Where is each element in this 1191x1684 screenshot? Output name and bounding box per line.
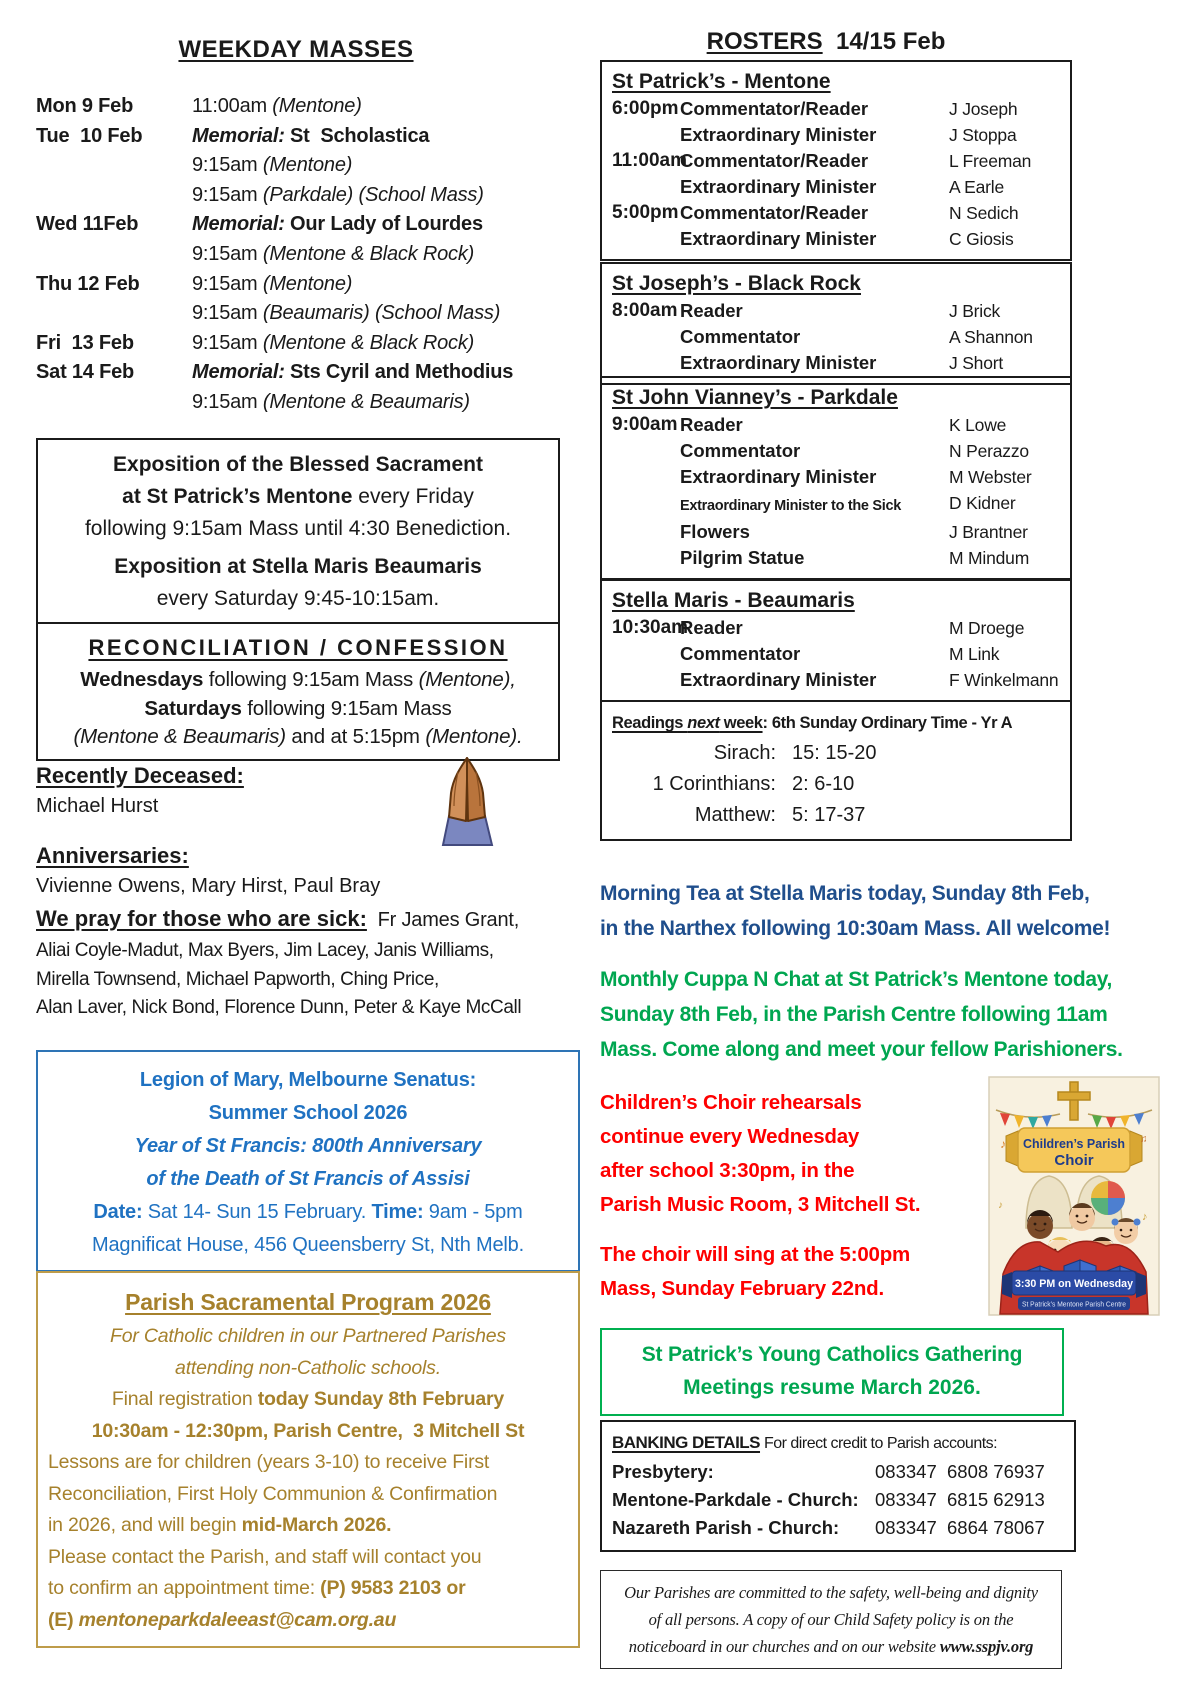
roster-row: Extraordinary Minister J Stoppa [680, 124, 1017, 145]
childrens-choir-notice [600, 1086, 1052, 1306]
praying-hands-icon [434, 754, 500, 850]
svg-text:♪: ♪ [1000, 1137, 1006, 1151]
roster-row: 11:00am Commentator/Reader L Freeman [612, 150, 1032, 171]
exposition-section: Exposition of the Blessed Sacrament at St Patrick’s Mentone every Friday following 9:15am Mass until 4:30 Benediction. Exposition at Stella Maris Beaumaris every Saturday 9:45-10:15am. [38, 440, 558, 624]
choir-banner-title: Children’s Parish [1023, 1136, 1126, 1151]
roster-row: Extraordinary Minister to the Sick D Kidner [680, 493, 1016, 514]
mass-row: Mon 9 Feb 11:00am (Mentone) [36, 95, 362, 117]
mass-row: 9:15am (Mentone & Black Rock) [192, 242, 475, 265]
mass-row: Thu 12 Feb 9:15am (Mentone) [36, 272, 353, 295]
reconciliation-section: RECONCILIATION / CONFESSION Wednesdays following 9:15am Mass (Mentone), Saturdays following 9:15am Mass (Mentone & Beaumaris) and at 5:15pm (Mentone). [73, 635, 523, 748]
roster-row: Commentator M Link [680, 643, 1000, 664]
reading-row: 1 Corinthians: 2: 6-10 [652, 773, 855, 795]
roster-row: 9:00am Reader K Lowe [612, 414, 1007, 435]
roster-box-st-josephs: St Joseph’s - Black Rock 8:00am Reader J Brick Commentator A Shannon Extraordinary Minister J Short [600, 262, 1072, 385]
roster-row: 8:00am Reader J Brick [612, 300, 1001, 321]
recently-deceased: Recently Deceased: Michael Hurst [36, 763, 244, 817]
mass-row: Sat 14 Feb Memorial: Sts Cyril and Methodius [36, 361, 514, 384]
sick-list: We pray for those who are sick: Fr James Grant, Aliai Coyle-Madut, Max Byers, Jim Lacey, Janis Williams, Mirella Townsend, Michael Papworth, Ching Price, Alan Laver, Nick Bond, Florence Dunn, Peter & Kaye McCall [36, 906, 522, 1018]
mass-row: Fri 13 Feb 9:15am (Mentone & Black Rock) [36, 331, 475, 354]
children-choir-image [988, 1076, 1160, 1316]
roster-box-st-patricks: St Patrick’s - Mentone 6:00pm Commentator/Reader J Joseph Extraordinary Minister J Stoppa 11:00am Commentator/Reader L Freeman Extraordinary Minister A Earle 5:00pm Commentator/Reader N Sedich Extraordinary Minister C Giosis [600, 60, 1072, 261]
svg-text:♫: ♫ [1140, 1134, 1148, 1145]
bank-row: Mentone-Parkdale - Church: 083347 6815 62913 [612, 1489, 1045, 1510]
cuppa-n-chat-notice: Monthly Cuppa N Chat at St Patrick’s Mentone today, Sunday 8th Feb, in the Parish Centre following 11am Mass. Come along and meet your fellow Parishioners. [600, 968, 1123, 1061]
roster-row: 5:00pm Commentator/Reader N Sedich [612, 202, 1019, 223]
mass-row: Wed 11Feb Memorial: Our Lady of Lourdes [36, 213, 483, 236]
roster-row: Extraordinary Minister A Earle [680, 176, 1005, 197]
choir-ribbon-venue: St Patrick’s Mentone Parish Centre [1022, 1301, 1127, 1309]
choir-sing-text: The choir will sing at the 5:00pm Mass, Sunday February 22nd. [600, 1243, 911, 1300]
exposition-reconciliation-box [36, 438, 560, 761]
parish-website: www.sspjv.org [939, 1637, 1034, 1656]
choir-ribbon-time: 3:30 PM on Wednesday [1015, 1278, 1134, 1290]
mass-row: Tue 10 Feb Memorial: St Scholastica [36, 124, 430, 147]
legion-of-mary-box: Legion of Mary, Melbourne Senatus: Summer School 2026 Year of St Francis: 800th Anniversary of the Death of St Francis of Assisi Date: Sat 14- Sun 15 February. Time: 9am - 5pm Magnificat House, 456 Queensberry St, Nth Melb. [36, 1050, 580, 1272]
mass-row: 9:15am (Beaumaris) (School Mass) [192, 302, 501, 325]
roster-row: Extraordinary Minister M Webster [680, 466, 1032, 487]
bank-row: Nazareth Parish - Church: 083347 6864 78067 [612, 1517, 1045, 1538]
svg-text:Choir: Choir [1054, 1152, 1094, 1169]
roster-row: Pilgrim Statue M Mindum [680, 547, 1030, 568]
roster-row: 6:00pm Commentator/Reader J Joseph [612, 98, 1018, 119]
roster-row: Commentator A Shannon [680, 326, 1033, 347]
morning-tea-notice: Morning Tea at Stella Maris today, Sunday 8th Feb, in the Narthex following 10:30am Mass. All welcome! [600, 882, 1111, 940]
weekday-masses-title: WEEKDAY MASSES [178, 36, 414, 63]
anniversaries: Anniversaries: Vivienne Owens, Mary Hirst, Paul Bray [36, 843, 381, 897]
mass-row: 9:15am (Parkdale) (School Mass) [192, 183, 484, 206]
roster-row: Extraordinary Minister C Giosis [680, 228, 1014, 249]
reading-row: Sirach: 15: 15-20 [713, 742, 877, 764]
child-safety-notice: Our Parishes are committed to the safety, well-being and dignity of all persons. A copy of our Child Safety policy is on the noticeboard in our churches and on our website www.sspjv.org [600, 1570, 1062, 1669]
roster-box-stella-maris: Stella Maris - Beaumaris 10:30am Reader M Droege Commentator M Link Extraordinary Minister F Winkelmann [600, 579, 1072, 702]
roster-row: Flowers J Brantner [680, 521, 1028, 542]
reading-row: Matthew: 5: 17-37 [694, 804, 866, 826]
mass-row: 9:15am (Mentone) [192, 154, 353, 177]
svg-text:♪: ♪ [1142, 1211, 1148, 1223]
banking-details-box: BANKING DETAILS For direct credit to Parish accounts: Presbytery: 083347 6808 76937 Mentone-Parkdale - Church: 083347 6815 62913 Nazareth Parish - Church: 083347 6864 78067 [600, 1420, 1076, 1552]
mass-schedule [36, 92, 556, 418]
parish-email: (E) mentoneparkdaleeast@cam.org.au [48, 1608, 397, 1631]
roster-row: 10:30am Reader M Droege [612, 617, 1025, 638]
roster-row: Extraordinary Minister F Winkelmann [680, 669, 1059, 690]
young-catholics-box: St Patrick’s Young Catholics Gathering Meetings resume March 2026. [600, 1328, 1064, 1416]
choir-rehearsal-text: Children’s Choir rehearsals continue every Wednesday after school 3:30pm, in the Parish Music Room, 3 Mitchell St. [600, 1091, 921, 1216]
roster-box-st-john-vianneys: St John Vianney’s - Parkdale 9:00am Reader K Lowe Commentator N Perazzo Extraordinary Minister M Webster Extraordinary Minister to the Sick D Kidner Flowers J Brantner Pilgrim Statue M Mindum [600, 376, 1072, 580]
mass-row: 9:15am (Mentone & Beaumaris) [192, 390, 470, 413]
roster-row: Commentator N Perazzo [680, 440, 1029, 461]
readings-box: Readings next week: 6th Sunday Ordinary Time - Yr A Sirach: 15: 15-20 1 Corinthians: 2: 6-10 Matthew: 5: 17-37 [600, 700, 1072, 841]
roster-row: Extraordinary Minister J Short [680, 352, 1004, 373]
svg-text:♪: ♪ [998, 1200, 1003, 1211]
rosters-title: ROSTERS 14/15 Feb [706, 28, 946, 55]
bank-row: Presbytery: 083347 6808 76937 [612, 1461, 1045, 1482]
sacramental-program-box: Parish Sacramental Program 2026 For Catholic children in our Partnered Parishes attending non-Catholic schools. Final registration today Sunday 8th February 10:30am - 12:30pm, Parish Centre, 3 Mitchell St Lessons are for children (years 3-10) to receive First Reconciliation, First Holy Communion & Confirmation in 2026, and will begin mid-March 2026. Please contact the Parish, and staff will contact you to confirm an appointment time: (P) 9583 2103 or (E) mentoneparkdaleeast@cam.org.au [36, 1271, 580, 1648]
